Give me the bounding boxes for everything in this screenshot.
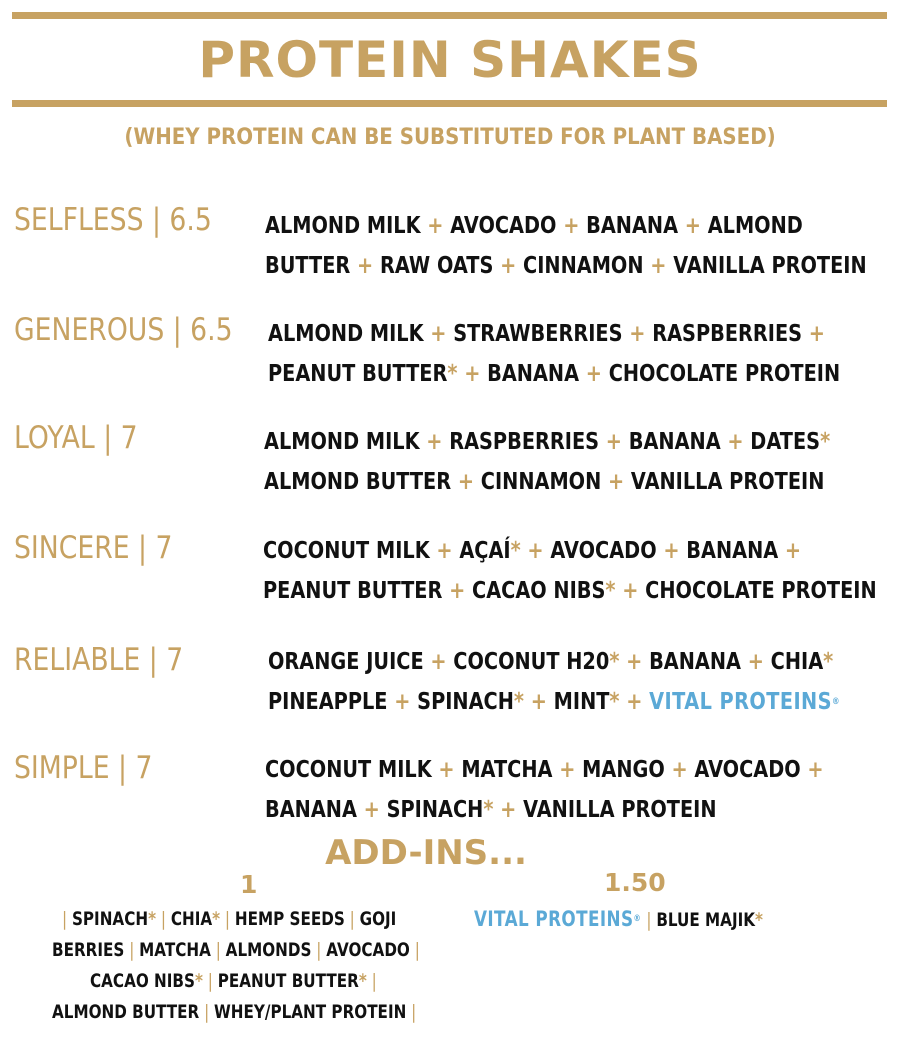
ingredient: PINEAPPLE [268,689,388,715]
addin-item: CACAO NIBS* [90,970,203,992]
separator: | [366,970,377,992]
asterisk-mark: * [483,797,494,823]
asterisk-mark: * [609,649,620,675]
ingredient: RAW OATS [379,253,494,279]
menu-item-name: RELIABLE | 7 [14,642,184,678]
page-subtitle: (WHEY PROTEIN CAN BE SUBSTITUTED FOR PLANT BASED) [124,125,776,150]
separator: | [202,970,218,992]
ingredient: CACAO NIBS* [472,578,616,604]
addin-item: ALMONDS [225,939,312,961]
separator: | [409,939,420,961]
ingredient: ALMOND MILK [265,213,421,239]
addin-item: MATCHA [139,939,211,961]
ingredient: STRAWBERRIES [453,321,623,347]
plus-separator: + [520,538,551,564]
ingredient: VANILLA PROTEIN [523,797,717,823]
plus-separator: + [643,253,674,279]
menu-item-name: SELFLESS | 6.5 [14,202,212,238]
ingredient: COCONUT H20* [453,649,620,675]
ingredient: MINT* [553,689,620,715]
menu-item-ingredients-line2 [265,246,867,286]
plus-separator: + [619,649,650,675]
plus-separator: + [802,321,825,347]
ingredient: AÇAÍ* [459,538,521,564]
asterisk-mark: * [447,361,458,387]
ingredient: MATCHA [461,757,553,783]
ingredient: BANANA [487,361,580,387]
ingredient: BANANA [265,797,357,823]
ingredient: AVOCADO [694,757,801,783]
ingredient: VANILLA PROTEIN [673,253,867,279]
menu-item-ingredients-line1 [263,531,801,571]
menu-item-ingredients-line2 [263,571,877,611]
plus-separator: + [457,361,488,387]
menu-item-ingredients-line1 [265,206,803,246]
addin-item: BERRIES [52,939,125,961]
separator: | [344,908,360,930]
plus-separator: + [678,213,708,239]
ingredient: AVOCADO [450,213,557,239]
ingredient: DATES* [750,429,831,455]
asterisk-mark: * [513,689,525,715]
addin-item: HEMP SEEDS [234,908,345,930]
plus-separator: + [579,361,609,387]
ingredient: SPINACH* [386,797,494,823]
ingredient: PEANUT BUTTER* [268,361,458,387]
addin-item: BLUE MAJIK* [656,909,763,931]
asterisk-mark: * [510,538,521,564]
plus-separator: + [615,578,646,604]
ingredient: CINNAMON [480,469,602,495]
ingredient: PEANUT BUTTER [263,578,443,604]
ingredient: CHIA* [770,649,834,675]
plus-separator: + [524,689,554,715]
asterisk-mark: * [605,578,616,604]
addin-item: CHIA* [170,908,221,930]
ingredient: SPINACH* [417,689,525,715]
ingredient: ALMOND MILK [268,321,424,347]
menu-item-name: SINCERE | 7 [14,530,173,566]
ingredient: MANGO [582,757,665,783]
ingredient: RASPBERRIES [449,429,600,455]
addins-title: ADD-INS... [325,833,527,873]
ingredient: ALMOND MILK [264,429,420,455]
plus-separator: + [420,213,451,239]
asterisk-mark: * [194,970,203,992]
addins-tier1-line [52,935,420,966]
addin-item: SPINACH* [71,908,157,930]
plus-separator: + [664,757,695,783]
separator: | [210,939,226,961]
addins-tier2-line [474,904,763,936]
menu-item-ingredients-line2 [268,682,840,722]
plus-separator: + [778,538,802,564]
ingredient: ALMOND BUTTER [264,469,452,495]
page-title: PROTEIN SHAKES [198,31,702,89]
menu-item-name: GENEROUS | 6.5 [14,312,233,348]
plus-separator: + [599,429,629,455]
plus-separator: + [431,757,462,783]
plus-separator: + [622,321,653,347]
addin-item: GOJI [359,908,397,930]
plus-separator: + [423,649,454,675]
plus-separator: + [387,689,418,715]
ingredient: BANANA [686,538,779,564]
menu-item-ingredients-line1 [265,750,824,790]
asterisk-mark: * [755,909,763,931]
addins-tier2-price: 1.50 [604,868,666,897]
asterisk-mark: * [820,429,831,455]
addins-tier1-line [62,904,396,935]
plus-separator: + [451,469,481,495]
plus-separator: + [656,538,687,564]
ingredient: BUTTER [265,253,351,279]
asterisk-mark: * [609,689,620,715]
separator: | [406,1001,417,1023]
ingredient: CINNAMON [523,253,644,279]
addin-item: WHEY/PLANT PROTEIN [214,1001,407,1023]
asterisk-mark: * [823,649,834,675]
plus-separator: + [429,538,460,564]
plus-separator: + [619,689,650,715]
addin-item: ALMOND BUTTER [52,1001,200,1023]
addins-tier1-line [52,997,416,1028]
ingredient: AVOCADO [550,538,657,564]
separator: | [311,939,327,961]
addins-tier1-line [90,966,377,997]
title-underline-rule [12,100,887,107]
ingredient: RASPBERRIES [652,321,803,347]
plus-separator: + [442,578,473,604]
menu-item-ingredients-line2 [268,354,840,394]
plus-separator: + [356,797,387,823]
plus-separator: + [493,253,524,279]
plus-separator: + [800,757,824,783]
ingredient: BANANA [586,213,679,239]
vital-proteins-logo: VITAL PROTEINS® [474,907,642,931]
separator: | [199,1001,215,1023]
ingredient: CHOCOLATE PROTEIN [645,578,877,604]
ingredient: ORANGE JUICE [268,649,424,675]
ingredient: BANANA [628,429,721,455]
separator: | [156,908,171,930]
menu-item-ingredients-line1 [268,642,833,682]
ingredient: COCONUT MILK [265,757,432,783]
menu-item-ingredients-line2 [264,462,824,502]
plus-separator: + [493,797,524,823]
menu-item-name: LOYAL | 7 [14,420,138,456]
plus-separator: + [720,429,751,455]
separator: | [220,908,235,930]
plus-separator: + [741,649,771,675]
separator: | [62,908,72,930]
ingredient: COCONUT MILK [263,538,430,564]
addins-tier1-price: 1 [240,870,258,899]
plus-separator: + [556,213,587,239]
plus-separator: + [350,253,380,279]
plus-separator: + [419,429,450,455]
addin-item: AVOCADO [326,939,410,961]
menu-item-ingredients-line1 [264,422,830,462]
plus-separator: + [423,321,454,347]
menu-item-ingredients-line1 [268,314,825,354]
vital-proteins-logo: VITAL PROTEINS® [649,689,840,715]
menu-item-name: SIMPLE | 7 [14,750,153,786]
addin-item: PEANUT BUTTER* [217,970,367,992]
plus-separator: + [601,469,631,495]
asterisk-mark: * [358,970,367,992]
ingredient: CHOCOLATE PROTEIN [608,361,841,387]
ingredient: ALMOND [707,213,803,239]
plus-separator: + [552,757,583,783]
ingredient: VANILLA PROTEIN [630,469,825,495]
ingredient: BANANA [649,649,742,675]
asterisk-mark: * [212,908,221,930]
menu-item-ingredients-line2 [265,790,717,830]
top-rule [12,12,887,19]
separator: | [124,939,140,961]
separator: | [646,909,657,931]
asterisk-mark: * [148,908,157,930]
